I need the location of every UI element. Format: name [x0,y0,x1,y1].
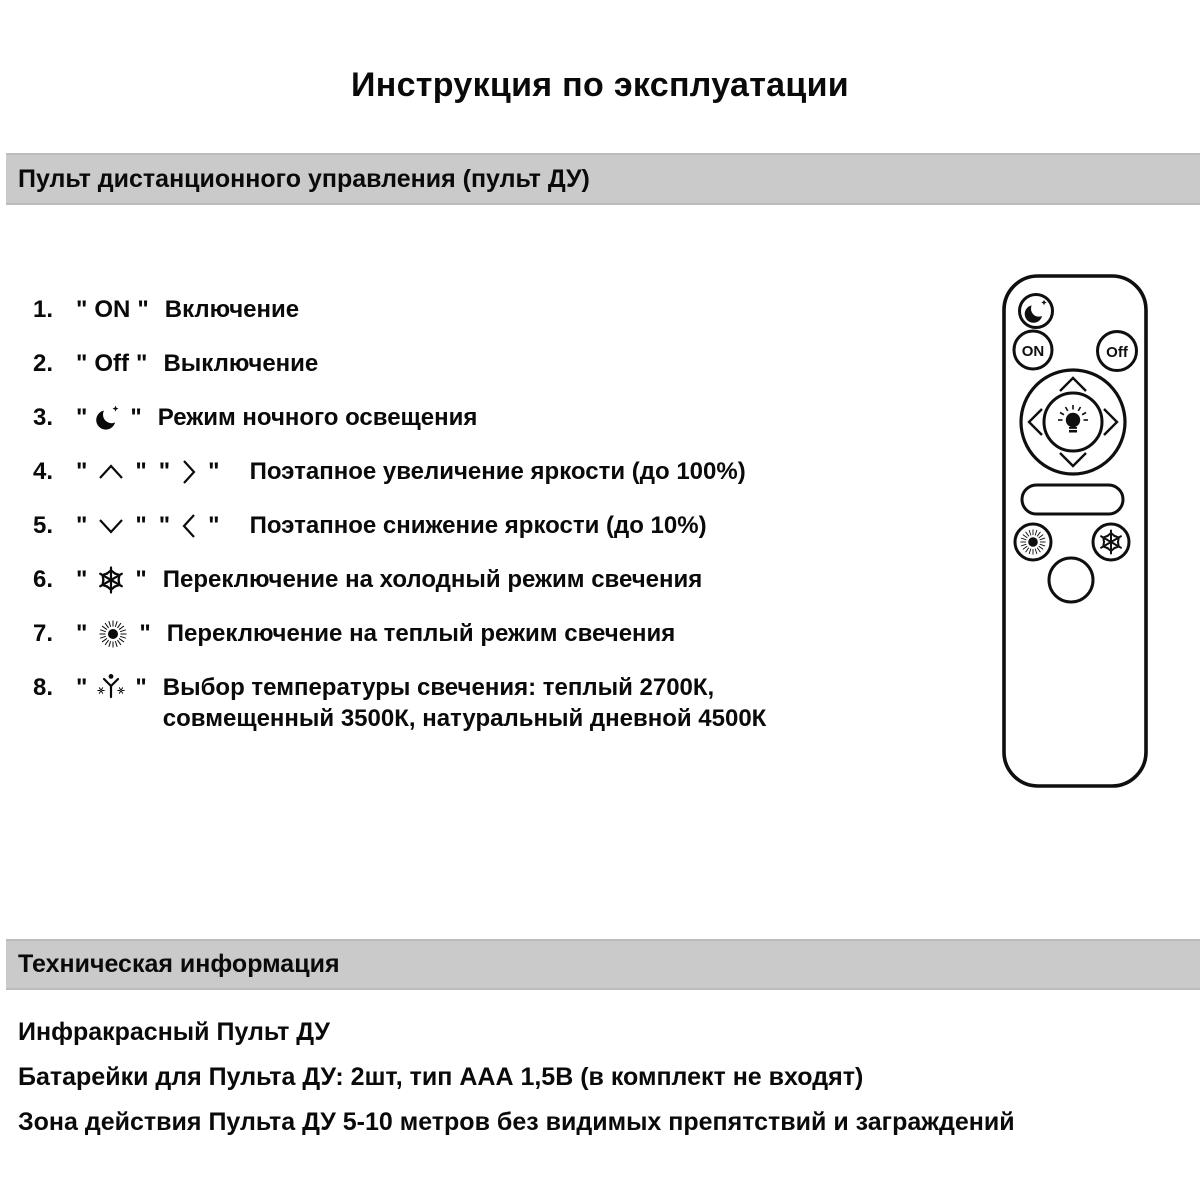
list-item-label: Переключение на холодный режим свечения [162,566,703,593]
quote-mark: " [76,296,88,323]
chevron-left-icon [178,510,200,541]
list-item [33,564,953,595]
remote-buttons-list [33,294,953,757]
list-item [33,672,953,734]
list-item [33,402,953,433]
quote-mark: " [208,458,220,485]
list-item-label: Режим ночного освещения [157,404,478,431]
page-title: Инструкция по эксплуатации [351,66,849,104]
list-item-number: 2. [33,350,54,377]
tech-line: Инфракрасный Пульт ДУ [18,1018,330,1046]
section-header-tech-label: Техническая информация [18,950,340,978]
list-item-label: Включение [164,296,300,323]
quote-mark: " [135,566,147,593]
tech-line: Зона действия Пульта ДУ 5-10 метров без видимых препятствий и заграждений [18,1108,1015,1136]
list-item-number: 5. [33,512,54,539]
temp-select-icon [95,672,127,703]
remote-illustration [1000,273,1150,793]
sun-icon [95,618,131,649]
quote-mark: " [76,620,88,647]
button-name-text: ON [94,296,131,323]
chevron-down-icon [95,510,127,541]
list-item-label: Выбор температуры свечения: теплый 2700К, совмещенный 3500К, натуральный дневной 4500К [162,674,767,732]
quote-mark: " [76,350,88,377]
section-header-remote [6,153,1200,205]
dpad-left-icon [1029,409,1042,435]
list-item-label: Переключение на теплый режим свечения [166,620,676,647]
section-header-remote-label: Пульт дистанционного управления (пульт ДУ) [18,164,590,193]
bulb-icon [1058,405,1088,433]
quote-mark: " [158,458,171,485]
dpad-right-icon [1104,409,1117,435]
quote-mark: " [135,512,147,539]
remote-pill-button [1022,485,1123,514]
chevron-up-icon [95,456,127,487]
quote-mark: " [208,512,220,539]
dpad-up-icon [1060,378,1086,391]
remote-on-label: ON [1021,343,1045,360]
list-item-number: 1. [33,296,54,323]
list-item-label: Поэтапное снижение яркости (до 10%) [249,512,707,539]
quote-mark: " [158,512,171,539]
list-item-number: 6. [33,566,54,593]
chevron-right-icon [178,456,200,487]
quote-mark: " [137,296,149,323]
list-item-label: Поэтапное увеличение яркости (до 100%) [249,458,746,485]
quote-mark: " [139,620,151,647]
list-item-label: Выключение [163,350,319,377]
quote-mark: " [76,512,88,539]
sun-icon [1020,529,1045,554]
list-item [33,348,953,379]
remote-off-label: Off [1106,344,1128,361]
quote-mark: " [130,404,142,431]
list-item [33,294,953,325]
moon-icon [1025,300,1047,323]
section-header-tech [6,939,1200,990]
list-item-number: 4. [33,458,54,485]
quote-mark: " [76,566,88,593]
button-name-text: Off [94,350,130,377]
quote-mark: " [135,674,147,701]
remote-extra-button [1049,558,1093,602]
quote-mark: " [76,458,88,485]
moon-icon [95,402,122,433]
dpad-down-icon [1060,453,1086,466]
list-item-number: 3. [33,404,54,431]
quote-mark: " [136,350,148,377]
tech-line: Батарейки для Пульта ДУ: 2шт, тип ААА 1,5В (в комплект не входят) [18,1063,864,1091]
list-item-number: 8. [33,674,54,701]
list-item [33,618,953,649]
list-item [33,510,953,541]
quote-mark: " [76,404,88,431]
quote-mark: " [135,458,147,485]
quote-mark: " [76,674,88,701]
snowflake-icon [95,564,127,595]
list-item-number: 7. [33,620,54,647]
snowflake-icon [1099,531,1123,554]
tech-info [18,1017,1015,1152]
list-item [33,456,953,487]
